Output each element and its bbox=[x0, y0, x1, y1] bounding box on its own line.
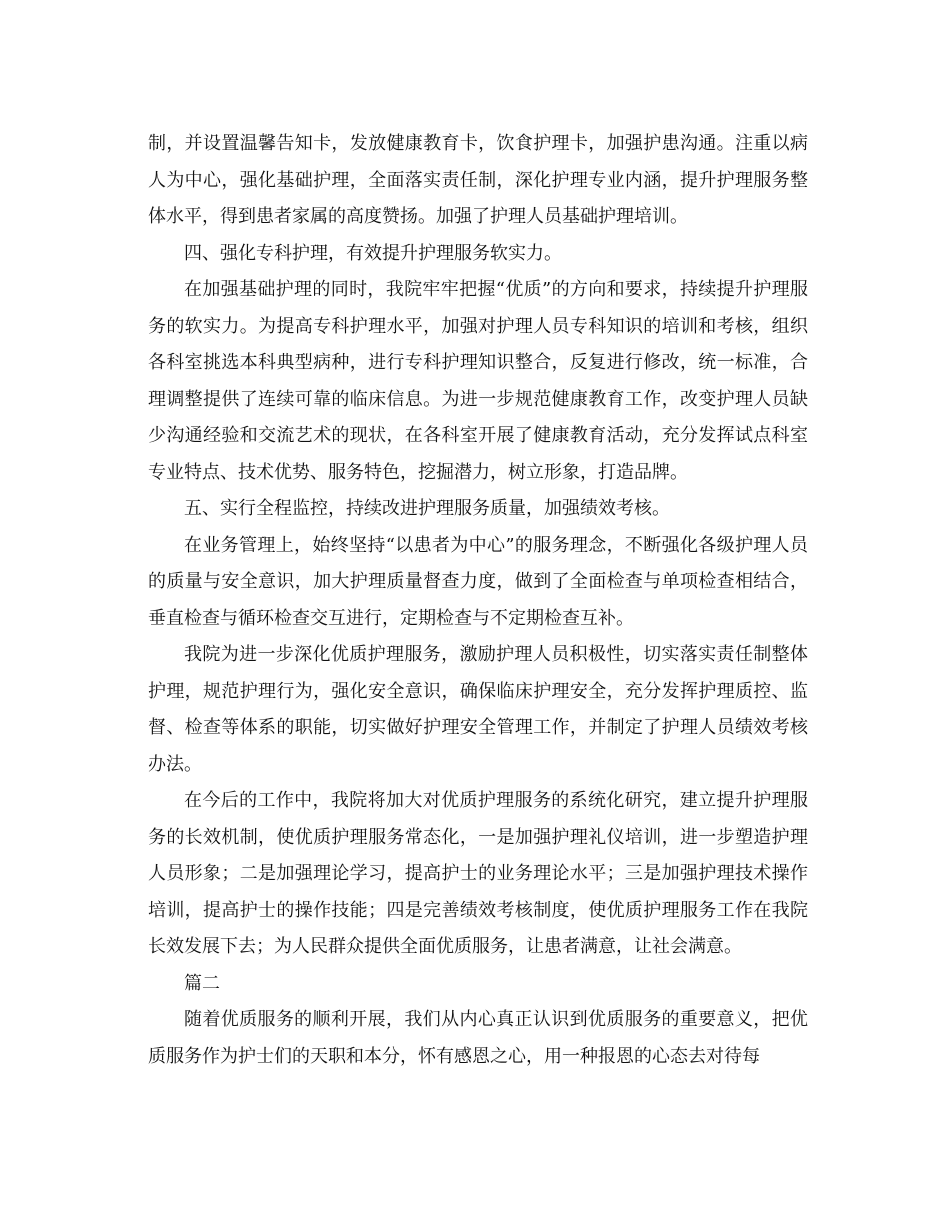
section-heading-five: 五、实行全程监控，持续改进护理服务质量，加强绩效考核。 bbox=[184, 498, 670, 519]
paragraph-business-management: 在业务管理上，始终坚持“以患者为中心”的服务理念，不断强化各级护理人员的质量与安全意识，加大护理质量督查力度，做到了全面检查与单项检查相结合，垂直检查与循环检查交互进行，定期检查与不定期检查互补。 bbox=[148, 534, 808, 629]
paragraph-part-two-intro: 随着优质服务的顺利开展，我们从内心真正认识到优质服务的重要意义，把优质服务作为护士们的天职和本分，怀有感恩之心，用一种报恩的心态去对待每 bbox=[148, 1009, 808, 1067]
section-heading-part-two: 篇二 bbox=[184, 972, 220, 994]
paragraph-continuation: 制，并设置温馨告知卡，发放健康教育卡，饮食护理卡，加强护患沟通。注重以病人为中心，强化基础护理，全面落实责任制，深化护理专业内涵，提升护理服务整体水平，得到患者家属的高度赞扬。加强了护理人员基础护理培训。 bbox=[148, 133, 808, 227]
paragraph-future-work: 在今后的工作中，我院将加大对优质护理服务的系统化研究，建立提升护理服务的长效机制，使优质护理服务常态化，一是加强护理礼仪培训，进一步塑造护理人员形象；二是加强理论学习，提高护士的业务理论水平；三是加强护理技术操作培训，提高护士的操作技能；四是完善绩效考核制度，使优质护理服务工作在我院长效发展下去；为人民群众提供全面优质服务，让患者满意，让社会满意。 bbox=[148, 790, 808, 957]
paragraph-specialty-nursing: 在加强基础护理的同时，我院牢牢把握“优质”的方向和要求，持续提升护理服务的软实力。为提高专科护理水平，加强对护理人员专科知识的培训和考核，组织各科室挑选本科典型病种，进行专科护理知识整合，反复进行修改，统一标准，合理调整提供了连续可靠的临床信息。为进一步规范健康教育工作，改变护理人员缺少沟通经验和交流艺术的现状，在各科室开展了健康教育活动，充分发挥试点科室专业特点、技术优势、服务特色，挖掘潜力，树立形象，打造品牌。 bbox=[148, 279, 808, 483]
section-heading-four: 四、强化专科护理，有效提升护理服务软实力。 bbox=[184, 242, 562, 264]
paragraph-performance-assessment: 我院为进一步深化优质护理服务，激励护理人员积极性，切实落实责任制整体护理，规范护理行为，强化安全意识，确保临床护理安全，充分发挥护理质控、监督、检查等体系的职能，切实做好护理安全管理工作，并制定了护理人员绩效考核办法。 bbox=[148, 644, 808, 775]
document-body bbox=[148, 126, 808, 1075]
